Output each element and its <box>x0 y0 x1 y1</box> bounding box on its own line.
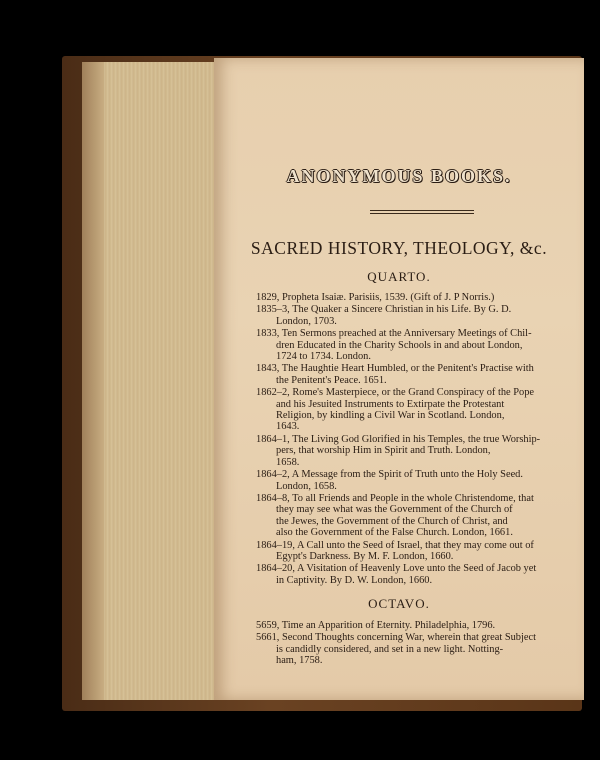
catalog-entry <box>256 434 580 468</box>
entry-continuation-line: dren Educated in the Charity Schools in and about London, <box>276 339 523 351</box>
entry-line: 1864–1, The Living God Glorified in his Temples, the true Worship- <box>256 433 541 445</box>
octavo-label: OCTAVO. <box>368 596 430 611</box>
book-page <box>214 58 584 700</box>
entry-line: 1864–19, A Call unto the Seed of Israel, that they may come out of <box>256 539 534 551</box>
catalog-entry <box>256 304 580 327</box>
catalog-entry <box>256 328 580 362</box>
entry-line: 5659, Time an Apparition of Eternity. Philadelphia, 1796. <box>256 620 496 631</box>
catalog-entry <box>256 620 580 631</box>
entry-continuation-line: 1643. <box>276 421 300 433</box>
entry-line: 5661, Second Thoughts concerning War, wherein that great Subject <box>256 632 536 644</box>
entry-continuation-line: ham, 1758. <box>276 655 323 667</box>
catalog-entry <box>256 363 580 386</box>
entry-line: 1864–2, A Message from the Spirit of Truth unto the Holy Seed. <box>256 469 523 481</box>
catalog-entry <box>256 540 580 563</box>
entry-continuation-line: the Jewes, the Government of the Church of Christ, and <box>276 515 508 527</box>
entry-continuation-line: in Captivity. By D. W. London, 1660. <box>276 574 433 586</box>
entry-continuation-line: the Penitent's Peace. 1651. <box>276 374 387 386</box>
entry-continuation-line: London, 1703. <box>276 315 337 327</box>
quarto-entries <box>256 292 580 587</box>
entry-continuation-line: London, 1658. <box>276 480 337 492</box>
entry-continuation-line: Egypt's Darkness. By M. F. London, 1660. <box>276 550 454 562</box>
entry-continuation-line: pers, that worship Him in Spirit and Truth. London, <box>276 445 491 457</box>
octavo-entries <box>256 620 580 668</box>
catalog-entry <box>256 469 580 492</box>
heading-rule <box>370 210 474 214</box>
entry-line: 1833, Ten Sermons preached at the Anniversary Meetings of Chil- <box>256 328 532 340</box>
entry-line: 1843, The Haughtie Heart Humbled, or the Penitent's Practise with <box>256 363 534 375</box>
catalog-entry <box>256 632 580 666</box>
quarto-label: QUARTO. <box>367 269 431 284</box>
section-title: SACRED HISTORY, THEOLOGY, &c. <box>250 238 548 258</box>
entry-line: 1864–8, To all Friends and People in the whole Christendome, that <box>256 492 534 504</box>
catalog-entry <box>256 493 580 539</box>
entry-continuation-line: is candidly considered, and set in a new light. Notting- <box>276 643 504 655</box>
entry-line: 1864–20, A Visitation of Heavenly Love unto the Seed of Jacob yet <box>256 563 537 575</box>
entry-line: 1862–2, Rome's Masterpiece, or the Grand Conspiracy of the Pope <box>256 387 535 399</box>
catalog-entry <box>256 563 580 586</box>
entry-line: 1829, Propheta Isaiæ. Parisiis, 1539. (Gift of J. P Norris.) <box>256 292 495 303</box>
entry-continuation-line: 1658. <box>276 456 300 468</box>
entry-continuation-line: and his Jesuited Instruments to Extirpate the Protestant <box>276 398 505 410</box>
catalog-entry <box>256 292 580 303</box>
page-heading: ANONYMOUS BOOKS. <box>286 166 512 186</box>
entry-continuation-line: 1724 to 1734. London. <box>276 351 371 363</box>
entry-continuation-line: they may see what was the Government of the Church of <box>276 504 513 516</box>
catalog-entry <box>256 387 580 433</box>
entry-continuation-line: Religion, by kindling a Civil War in Scotland. London, <box>276 410 505 422</box>
page-edges <box>82 62 216 700</box>
entry-line: 1835–3, The Quaker a Sincere Christian in his Life. By G. D. <box>256 304 512 316</box>
entry-continuation-line: also the Government of the False Church. London, 1661. <box>276 527 513 539</box>
